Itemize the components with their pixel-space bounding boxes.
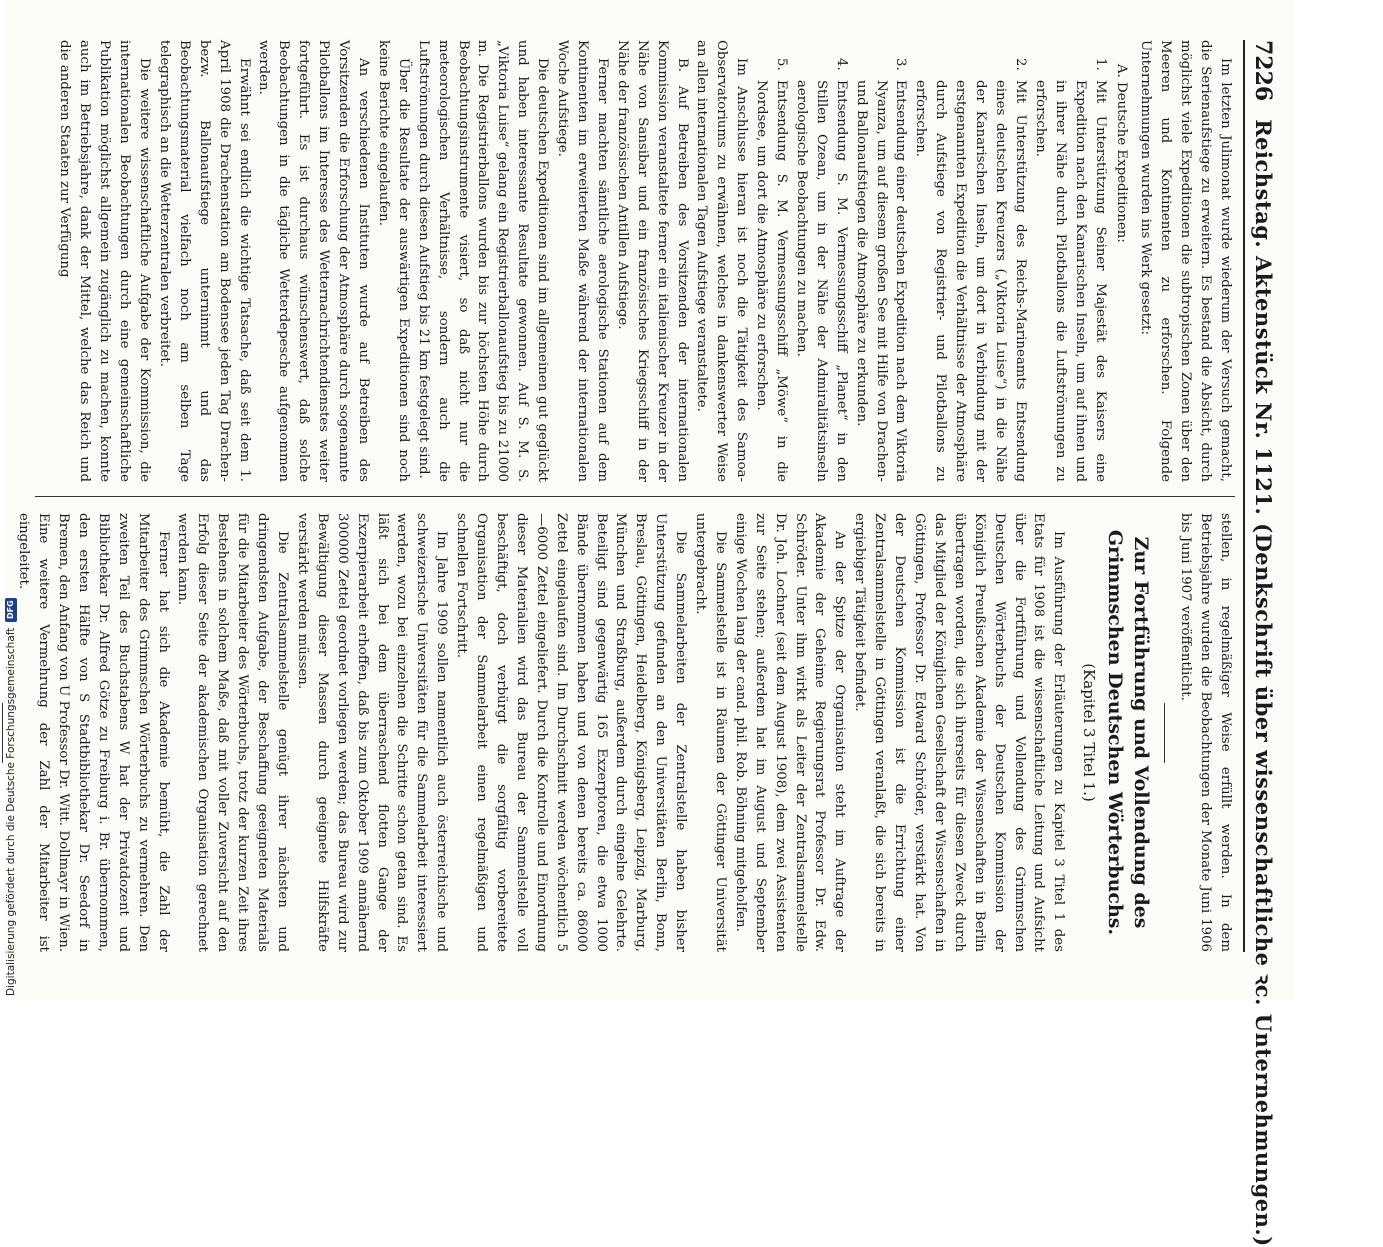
expedition-item: [791, 58, 851, 482]
paragraph: Die Sammelstelle ist in Räumen der Göttinger Universität untergebracht.: [693, 513, 728, 952]
right-column: [16, 496, 1235, 952]
expedition-item: [751, 58, 791, 482]
paragraph: Die Sammelarbeiten der Zentralstelle haben bisher Unterstützung gefunden an den Universitäten Berlin, Bonn, Breslau, Göttingen, Heidelberg, Königsberg, Leipzig, Marburg, München und Straßburg, außerdem durch eingelne Gelehrte. Beteiligt sind gegenwärtig 165 Exzerptoren, die etwa 1000 Bände übernommen haben und von denen bereits ca. 86000 Zettel eingelaufen sind. Im Durchschnitt werden wöchentlich 5—6000 Zettel eingeliefert. Durch die Kontrolle und Einordnung dieser Materialien wird das Bureau der Sammelstelle voll beschäftigt, doch verbürgt die sorgfältig vorbereitete Organisation der Sammelarbeit einen regelmäßigen und schnellen Fortschritt.: [454, 513, 689, 952]
item-number: 2.: [1012, 58, 1028, 71]
paragraph: Im Ausführung der Erläuterungen zu Kapitel 3 Titel 1 des Etats für 1908 ist die wissenschaftliche Leitung und Aufsicht über die Fortführung und Vollendung des Grimmschen Deutschen Wörterbuchs der Deutschen Kommission der Königlich Preußischen Akademie der Wissenschaften in Berlin übertragen worden, die sich ihrerseits für diesen Zweck durch das Mitglied der Königlichen Gesellschaft der Wissenschaften in Göttingen, Professor Dr. Edward Schröder, verstärkt hat. Von der Deutschen Kommission ist die Errichtung einer Zentralsammelstelle in Göttingen veranlaßt, die sich bereits in ergiebiger Tätigkeit befindet.: [852, 513, 1067, 952]
paragraph: Die weitere wissenschaftliche Aufgabe der Kommission, die internationalen Beobachtungen durch eine gemeinschaftliche Publikation möglichst allgemein zugänglich zu machen, konnte auch im Betriebsjahre, dank der Mittel, welche das Reich und die anderen Staaten zur Verfügung: [57, 40, 153, 482]
item-number: 3.: [893, 58, 909, 71]
digitization-credit: [2, 0, 20, 1000]
left-column: [35, 40, 1235, 496]
right-paragraphs: [13, 513, 1068, 952]
running-title: Reichstag. Aktenstück Nr. 1121. (Denkschrift über wissenschaftliche ꝛc. Unternehmungen.): [1251, 119, 1276, 1247]
page-number: 7226: [1250, 40, 1276, 102]
paragraph: Erwähnt sei endlich die wichtige Tatsache, daß seit dem 1. April 1908 die Drachenstation am Bodensee jeden Tag Drachen- bezw. Ballonaufstiege unternimmt und das Beobachtungsmaterial vielfach noch am selben Tage telegraphisch an die Wetterzentralen verbreitet.: [156, 40, 252, 482]
scanned-page: [5, 0, 1295, 1247]
paragraph: Ferner hat sich die Akademie bemüht, die Zahl der Mitarbeiter des Grimmschen Wörterbuchs zu vermehren. Den zweiten Teil des Buchstabens W hat der Privatdozent und Bibliothekar Dr. Alfred Götze zu Freiburg i. Br. übernommen, den ersten Hälfte von S Stadtbibliothekar Dr. Seedorf in Bremen, den Anfang von U Professor Dr. Witt. Dollmayr in Wien. Eine weitere Vermehrung der Zahl der Mitarbeiter ist eingeleitet.: [16, 513, 171, 952]
article-heading: Zur Fortführung und Vollendung des Grimmschen Deutschen Wörterbuchs.: [1104, 529, 1153, 936]
expedition-item: [851, 58, 911, 482]
dfg-logo: DFG: [5, 598, 17, 622]
item-text: Entsendung einer deutschen Expedition nach dem Viktoria Nyanza, um auf diesem großen See mit Hilfe von Drachen- und Ballonaufstiegen die Atmosphäre zu erkunden.: [853, 80, 909, 482]
item-text: Mit Unterstützung des Reichs-Marineamts Entsendung eines deutschen Kreuzers („Viktoria Luise“) in die Nähe der Kanarischen Inseln, um dort in Verbindung mit der erstgenannten Expedition die Verhältnisse der Atmosphäre durch Aufstiege von Registrier- und Pilotballons zu erforschen.: [913, 80, 1028, 482]
item-number: 4.: [833, 58, 849, 71]
article-subheading: (Kapitel 3 Titel 1.): [1080, 663, 1099, 802]
paragraph: An verschiedenen Instituten wurde auf Betreiben des Vorsitzenden die Erforschung der Atmosphäre durch sogenannte Pilotballons im Interesse des Wetternachrichtendienstes weiter fortgeführt. Es ist durchaus wünschenswert, daß solche Beobachtungen in die tägliche Wetterdepesche aufgenommen werden.: [256, 40, 372, 482]
expedition-list: [751, 40, 1109, 482]
item-number: 5.: [774, 58, 790, 71]
continuation-paragraph: stellen, in regelmäßiger Weise erfüllt werden. In dem Betriebsjahre wurden die Beobachtungen der Monate Juni 1906 bis Juni 1907 veröffentlicht.: [1178, 513, 1233, 952]
intro-paragraph: Im letzten Julimonat wurde wiederum der Versuch gemacht, die Serienaufstiege zu erweitern. Es bestand die Absicht, durch möglichst viele Expeditionen die subtropischen Zonen über den Meeren und Kontinenten zu erforschen. Folgende Unternehmungen wurden ins Werk gesetzt:: [1138, 40, 1233, 482]
paragraph: Im Jahre 1909 sollen namentlich auch österreichische und schweizerische Universitäten für die Sammelarbeit interessiert werden, wozu bei einzelnen die Schritte schon getan sind. Es läßt sich bei dem überraschend flotten Gange der Exzerpierarbeit erhoffen, daß bis zum Oktober 1909 annähernd 300000 Zettel geordnet vorliegen werden; das Bureau wird zur Bewältigung dieser Massen durch geeignete Hilfskräfte verstärkt werden müssen.: [294, 513, 450, 952]
section-a-heading: A. Deutsche Expeditionen:: [1114, 64, 1130, 243]
paragraph: Die Zentralsammelstelle genügt ihrer nächsten und dringendsten Aufgabe, der Beschaffung geeigneten Materials für die Mitarbeiter des Wörterbuchs, trotz der kurzen Zeit ihres Bestehens in solchem Maße, daß mit voller Zuversicht auf den Erfolg dieser Seite der akademischen Organisation gerechnet werden kann.: [175, 513, 291, 952]
paragraph: An der Spitze der Organisation steht im Auftrage der Akademie der Geheime Regierungsrat Professor Dr. Edw. Schröder. Unter ihm wirkt als Leiter der Zentralsammelstelle Dr. Joh. Lochner (seit dem August 1908), dem zwei Assistenten zur Seite stehen; außerdem hat im August und September einige Wochen lang der cand. phil. Rob. Böhning mitgeholfen.: [732, 513, 848, 952]
paragraph: Die deutschen Expeditionen sind im allgemeinen gut geglückt und haben interessante Resultate gewonnen. Auf S. M. S. „Viktoria Luise“ gelang ein Registrierballonaufstieg bis zu 21000 m. Die Registrierballons wurden bis zur höchsten Höhe durch Beobachtungsinstrumente visiert, so daß nicht nur die meteorologischen Verhältnisse, sondern auch die Luftströmungen durch diesen Aufstieg bis 21 km festgelegt sind.: [415, 40, 551, 482]
item-text: Mit Unterstützung Seiner Majestät des Kaisers eine Expedition nach den Kanarischen Inseln, um auf ihnen und in ihrer Nähe durch Pilotballons die Luftströmungen zu erforschen.: [1032, 80, 1108, 482]
item-text: Entsendung S. M. Vermessungsschiff „Möwe“ in die Nordsee, um dort die Atmosphäre zu erforschen.: [754, 80, 790, 482]
page-header: [1243, 40, 1277, 1247]
item-text: Entsendung S. M. Vermessungsschiff „Planet“ in den Stillen Ozean, um in der Nähe der Admiralitätsinseln aerologische Beobachtungen zu machen.: [793, 80, 849, 482]
credit-text: Digitalisierung gefördert durch die Deutsche Forschungsgemeinschaft: [5, 627, 17, 996]
paragraph: Über die Resultate der auswärtigen Expeditionen sind noch keine Berichte eingelaufen.: [375, 40, 411, 482]
expedition-item: [911, 58, 1030, 482]
divider: [1164, 703, 1165, 763]
left-paragraphs: [55, 40, 612, 482]
samoa-paragraph: Im Anschlusse hieran ist noch die Tätigkeit des Samoa-Observatoriums zu erwähnen, welches in dankenswerter Weise an allen internationalen Tagen Aufstiege veranstaltete.: [694, 40, 750, 482]
paragraph: Ferner machten sämtliche aerologische Stationen auf dem Kontinenten im erweiterten Maße während der internationalen Woche Aufstiege.: [555, 40, 610, 482]
expedition-item: [1030, 58, 1110, 482]
item-number: 1.: [1092, 58, 1108, 71]
text-columns: [16, 40, 1235, 952]
section-b-paragraph: B. Auf Betreiben des Vorsitzenden der internationalen Kommission veranstaltete ferner ein italienischer Kreuzer in der Nähe von Sansibar und ein französisches Kriegsschiff in der Nähe der französischen Antillen Aufstiege.: [614, 40, 690, 482]
